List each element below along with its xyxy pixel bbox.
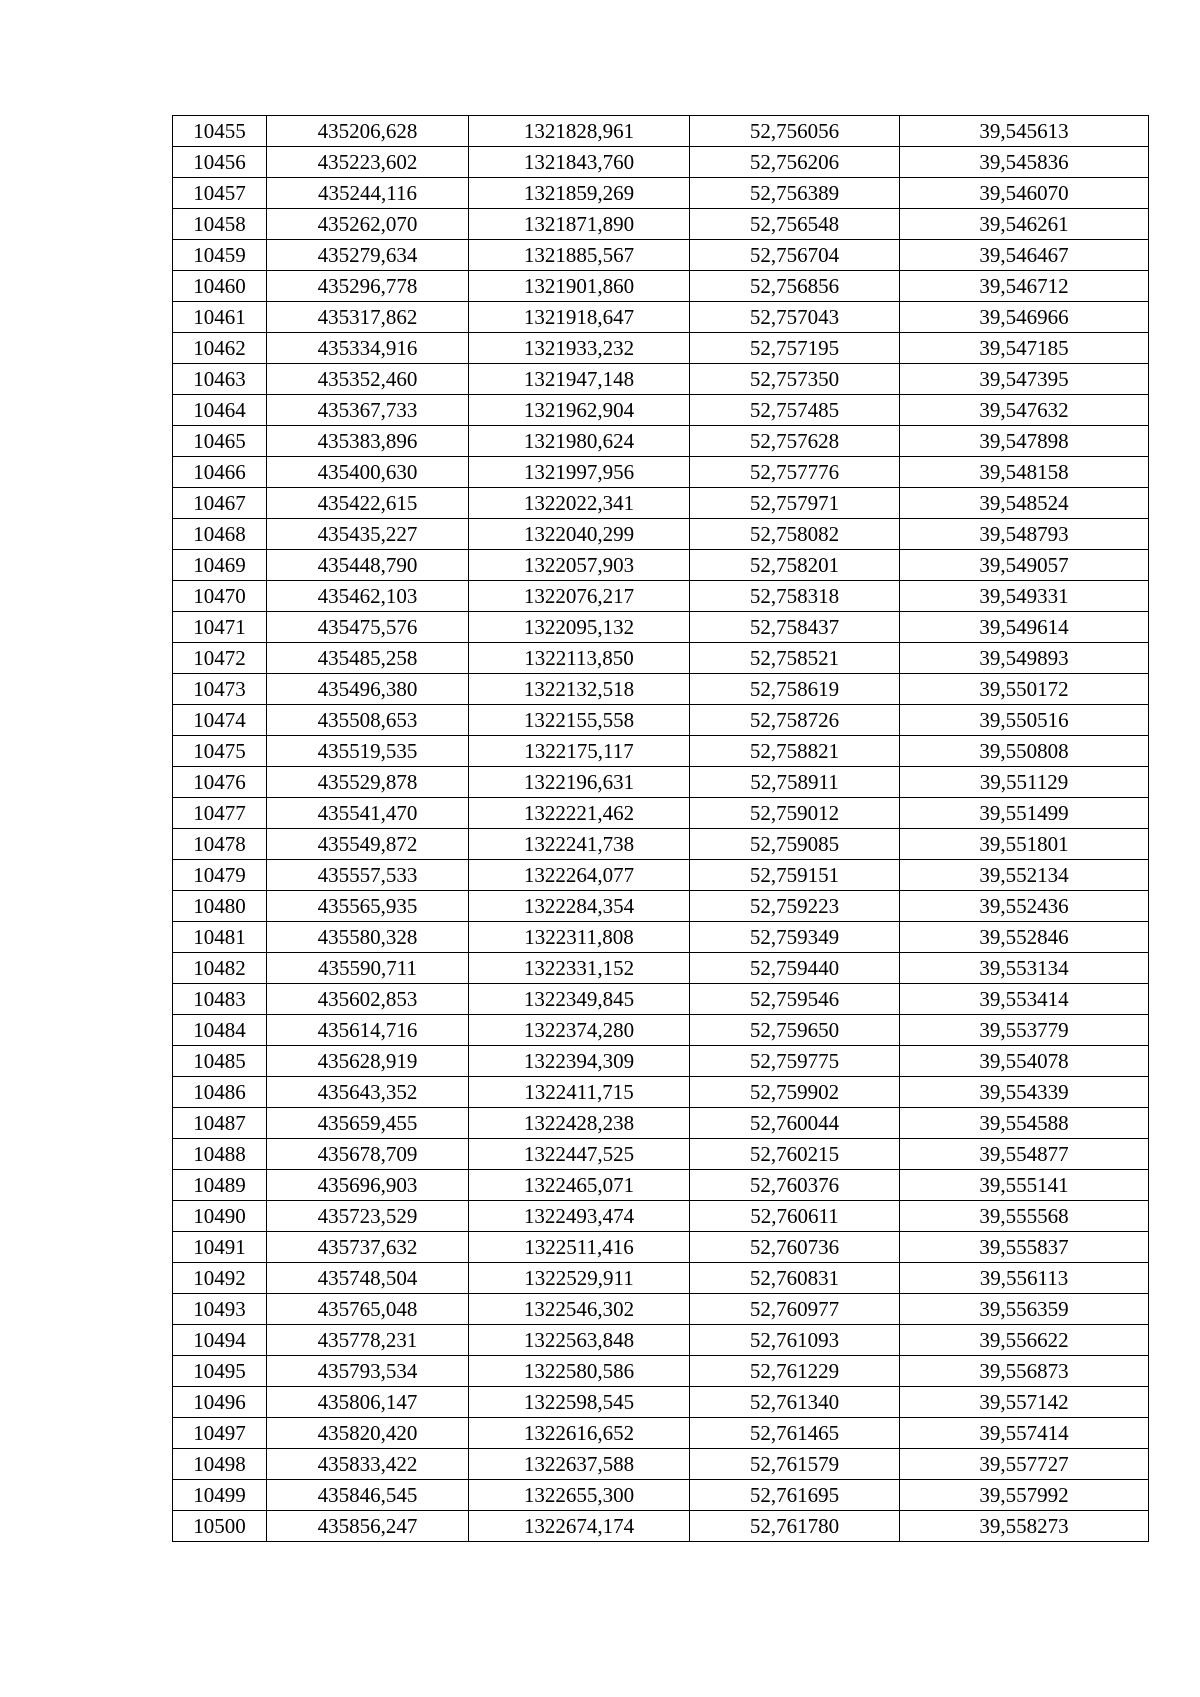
table-row — [173, 1015, 1149, 1046]
point-number-cell: 10480 — [173, 891, 267, 922]
longitude-cell: 39,556873 — [900, 1356, 1149, 1387]
latitude-cell: 52,760831 — [690, 1263, 900, 1294]
longitude-cell: 39,546261 — [900, 209, 1149, 240]
x-coordinate-cell: 435806,147 — [267, 1387, 469, 1418]
x-coordinate-cell: 435659,455 — [267, 1108, 469, 1139]
point-number-cell: 10468 — [173, 519, 267, 550]
table-row — [173, 1232, 1149, 1263]
y-coordinate-cell: 1321843,760 — [469, 147, 690, 178]
point-number-cell: 10496 — [173, 1387, 267, 1418]
table-row — [173, 705, 1149, 736]
x-coordinate-cell: 435422,615 — [267, 488, 469, 519]
point-number-cell: 10498 — [173, 1449, 267, 1480]
longitude-cell: 39,550172 — [900, 674, 1149, 705]
latitude-cell: 52,759012 — [690, 798, 900, 829]
latitude-cell: 52,761340 — [690, 1387, 900, 1418]
latitude-cell: 52,760215 — [690, 1139, 900, 1170]
x-coordinate-cell: 435590,711 — [267, 953, 469, 984]
table-row — [173, 519, 1149, 550]
longitude-cell: 39,551499 — [900, 798, 1149, 829]
latitude-cell: 52,759650 — [690, 1015, 900, 1046]
y-coordinate-cell: 1322349,845 — [469, 984, 690, 1015]
latitude-cell: 52,759223 — [690, 891, 900, 922]
longitude-cell: 39,557727 — [900, 1449, 1149, 1480]
y-coordinate-cell: 1322155,558 — [469, 705, 690, 736]
point-number-cell: 10474 — [173, 705, 267, 736]
longitude-cell: 39,554588 — [900, 1108, 1149, 1139]
latitude-cell: 52,758437 — [690, 612, 900, 643]
latitude-cell: 52,757776 — [690, 457, 900, 488]
table-row — [173, 1387, 1149, 1418]
table-row — [173, 364, 1149, 395]
latitude-cell: 52,759349 — [690, 922, 900, 953]
table-row — [173, 1294, 1149, 1325]
latitude-cell: 52,761229 — [690, 1356, 900, 1387]
x-coordinate-cell: 435206,628 — [267, 116, 469, 147]
point-number-cell: 10478 — [173, 829, 267, 860]
y-coordinate-cell: 1322311,808 — [469, 922, 690, 953]
longitude-cell: 39,546070 — [900, 178, 1149, 209]
table-row — [173, 736, 1149, 767]
x-coordinate-cell: 435549,872 — [267, 829, 469, 860]
x-coordinate-cell: 435846,545 — [267, 1480, 469, 1511]
x-coordinate-cell: 435262,070 — [267, 209, 469, 240]
point-number-cell: 10482 — [173, 953, 267, 984]
x-coordinate-cell: 435820,420 — [267, 1418, 469, 1449]
table-row — [173, 1077, 1149, 1108]
latitude-cell: 52,758521 — [690, 643, 900, 674]
y-coordinate-cell: 1322331,152 — [469, 953, 690, 984]
y-coordinate-cell: 1322447,525 — [469, 1139, 690, 1170]
y-coordinate-cell: 1322411,715 — [469, 1077, 690, 1108]
longitude-cell: 39,554078 — [900, 1046, 1149, 1077]
longitude-cell: 39,552436 — [900, 891, 1149, 922]
x-coordinate-cell: 435317,862 — [267, 302, 469, 333]
latitude-cell: 52,760376 — [690, 1170, 900, 1201]
y-coordinate-cell: 1322394,309 — [469, 1046, 690, 1077]
longitude-cell: 39,545836 — [900, 147, 1149, 178]
point-number-cell: 10455 — [173, 116, 267, 147]
y-coordinate-cell: 1322563,848 — [469, 1325, 690, 1356]
point-number-cell: 10486 — [173, 1077, 267, 1108]
latitude-cell: 52,759902 — [690, 1077, 900, 1108]
latitude-cell: 52,756704 — [690, 240, 900, 271]
longitude-cell: 39,550808 — [900, 736, 1149, 767]
point-number-cell: 10465 — [173, 426, 267, 457]
point-number-cell: 10483 — [173, 984, 267, 1015]
latitude-cell: 52,756548 — [690, 209, 900, 240]
latitude-cell: 52,756856 — [690, 271, 900, 302]
point-number-cell: 10492 — [173, 1263, 267, 1294]
longitude-cell: 39,550516 — [900, 705, 1149, 736]
longitude-cell: 39,549893 — [900, 643, 1149, 674]
table-row — [173, 860, 1149, 891]
y-coordinate-cell: 1322637,588 — [469, 1449, 690, 1480]
point-number-cell: 10490 — [173, 1201, 267, 1232]
x-coordinate-cell: 435475,576 — [267, 612, 469, 643]
y-coordinate-cell: 1322076,217 — [469, 581, 690, 612]
point-number-cell: 10456 — [173, 147, 267, 178]
longitude-cell: 39,549614 — [900, 612, 1149, 643]
point-number-cell: 10499 — [173, 1480, 267, 1511]
y-coordinate-cell: 1321828,961 — [469, 116, 690, 147]
y-coordinate-cell: 1322465,071 — [469, 1170, 690, 1201]
longitude-cell: 39,552846 — [900, 922, 1149, 953]
latitude-cell: 52,761579 — [690, 1449, 900, 1480]
y-coordinate-cell: 1321918,647 — [469, 302, 690, 333]
y-coordinate-cell: 1322428,238 — [469, 1108, 690, 1139]
longitude-cell: 39,555141 — [900, 1170, 1149, 1201]
longitude-cell: 39,557414 — [900, 1418, 1149, 1449]
table-row — [173, 1046, 1149, 1077]
point-number-cell: 10466 — [173, 457, 267, 488]
latitude-cell: 52,757971 — [690, 488, 900, 519]
point-number-cell: 10469 — [173, 550, 267, 581]
point-number-cell: 10460 — [173, 271, 267, 302]
y-coordinate-cell: 1321901,860 — [469, 271, 690, 302]
x-coordinate-cell: 435508,653 — [267, 705, 469, 736]
table-row — [173, 240, 1149, 271]
y-coordinate-cell: 1322580,586 — [469, 1356, 690, 1387]
longitude-cell: 39,555568 — [900, 1201, 1149, 1232]
y-coordinate-cell: 1321885,567 — [469, 240, 690, 271]
table-row — [173, 829, 1149, 860]
x-coordinate-cell: 435223,602 — [267, 147, 469, 178]
point-number-cell: 10476 — [173, 767, 267, 798]
x-coordinate-cell: 435519,535 — [267, 736, 469, 767]
y-coordinate-cell: 1321980,624 — [469, 426, 690, 457]
x-coordinate-cell: 435541,470 — [267, 798, 469, 829]
latitude-cell: 52,759151 — [690, 860, 900, 891]
y-coordinate-cell: 1322546,302 — [469, 1294, 690, 1325]
table-row — [173, 1325, 1149, 1356]
longitude-cell: 39,551801 — [900, 829, 1149, 860]
point-number-cell: 10493 — [173, 1294, 267, 1325]
longitude-cell: 39,549057 — [900, 550, 1149, 581]
x-coordinate-cell: 435723,529 — [267, 1201, 469, 1232]
x-coordinate-cell: 435678,709 — [267, 1139, 469, 1170]
latitude-cell: 52,758619 — [690, 674, 900, 705]
point-number-cell: 10470 — [173, 581, 267, 612]
table-row — [173, 395, 1149, 426]
y-coordinate-cell: 1322264,077 — [469, 860, 690, 891]
y-coordinate-cell: 1322598,545 — [469, 1387, 690, 1418]
longitude-cell: 39,553134 — [900, 953, 1149, 984]
latitude-cell: 52,761780 — [690, 1511, 900, 1542]
point-number-cell: 10457 — [173, 178, 267, 209]
table-row — [173, 1418, 1149, 1449]
longitude-cell: 39,547898 — [900, 426, 1149, 457]
latitude-cell: 52,761465 — [690, 1418, 900, 1449]
x-coordinate-cell: 435448,790 — [267, 550, 469, 581]
coordinates-table-body — [173, 116, 1149, 1542]
longitude-cell: 39,555837 — [900, 1232, 1149, 1263]
longitude-cell: 39,558273 — [900, 1511, 1149, 1542]
point-number-cell: 10485 — [173, 1046, 267, 1077]
table-row — [173, 1170, 1149, 1201]
longitude-cell: 39,552134 — [900, 860, 1149, 891]
x-coordinate-cell: 435435,227 — [267, 519, 469, 550]
y-coordinate-cell: 1322241,738 — [469, 829, 690, 860]
point-number-cell: 10488 — [173, 1139, 267, 1170]
y-coordinate-cell: 1322493,474 — [469, 1201, 690, 1232]
x-coordinate-cell: 435580,328 — [267, 922, 469, 953]
point-number-cell: 10494 — [173, 1325, 267, 1356]
longitude-cell: 39,556359 — [900, 1294, 1149, 1325]
longitude-cell: 39,554339 — [900, 1077, 1149, 1108]
point-number-cell: 10472 — [173, 643, 267, 674]
table-row — [173, 581, 1149, 612]
y-coordinate-cell: 1322095,132 — [469, 612, 690, 643]
x-coordinate-cell: 435334,916 — [267, 333, 469, 364]
y-coordinate-cell: 1322284,354 — [469, 891, 690, 922]
latitude-cell: 52,758726 — [690, 705, 900, 736]
y-coordinate-cell: 1321962,904 — [469, 395, 690, 426]
y-coordinate-cell: 1322113,850 — [469, 643, 690, 674]
table-row — [173, 1263, 1149, 1294]
x-coordinate-cell: 435296,778 — [267, 271, 469, 302]
longitude-cell: 39,557142 — [900, 1387, 1149, 1418]
longitude-cell: 39,548793 — [900, 519, 1149, 550]
y-coordinate-cell: 1321871,890 — [469, 209, 690, 240]
x-coordinate-cell: 435279,634 — [267, 240, 469, 271]
y-coordinate-cell: 1322674,174 — [469, 1511, 690, 1542]
latitude-cell: 52,761093 — [690, 1325, 900, 1356]
latitude-cell: 52,760044 — [690, 1108, 900, 1139]
point-number-cell: 10464 — [173, 395, 267, 426]
point-number-cell: 10484 — [173, 1015, 267, 1046]
longitude-cell: 39,547185 — [900, 333, 1149, 364]
x-coordinate-cell: 435496,380 — [267, 674, 469, 705]
longitude-cell: 39,546712 — [900, 271, 1149, 302]
table-row — [173, 891, 1149, 922]
point-number-cell: 10500 — [173, 1511, 267, 1542]
y-coordinate-cell: 1321997,956 — [469, 457, 690, 488]
table-row — [173, 984, 1149, 1015]
latitude-cell: 52,758911 — [690, 767, 900, 798]
point-number-cell: 10489 — [173, 1170, 267, 1201]
x-coordinate-cell: 435462,103 — [267, 581, 469, 612]
latitude-cell: 52,759775 — [690, 1046, 900, 1077]
x-coordinate-cell: 435856,247 — [267, 1511, 469, 1542]
table-row — [173, 798, 1149, 829]
table-row — [173, 302, 1149, 333]
table-row — [173, 922, 1149, 953]
latitude-cell: 52,759546 — [690, 984, 900, 1015]
point-number-cell: 10458 — [173, 209, 267, 240]
latitude-cell: 52,757195 — [690, 333, 900, 364]
table-row — [173, 1201, 1149, 1232]
latitude-cell: 52,756206 — [690, 147, 900, 178]
latitude-cell: 52,758082 — [690, 519, 900, 550]
longitude-cell: 39,546966 — [900, 302, 1149, 333]
table-row — [173, 767, 1149, 798]
table-row — [173, 550, 1149, 581]
x-coordinate-cell: 435765,048 — [267, 1294, 469, 1325]
point-number-cell: 10495 — [173, 1356, 267, 1387]
y-coordinate-cell: 1322616,652 — [469, 1418, 690, 1449]
longitude-cell: 39,546467 — [900, 240, 1149, 271]
table-row — [173, 488, 1149, 519]
table-row — [173, 209, 1149, 240]
table-row — [173, 1356, 1149, 1387]
x-coordinate-cell: 435352,460 — [267, 364, 469, 395]
table-row — [173, 674, 1149, 705]
y-coordinate-cell: 1321933,232 — [469, 333, 690, 364]
latitude-cell: 52,757628 — [690, 426, 900, 457]
x-coordinate-cell: 435529,878 — [267, 767, 469, 798]
latitude-cell: 52,756056 — [690, 116, 900, 147]
latitude-cell: 52,756389 — [690, 178, 900, 209]
y-coordinate-cell: 1322132,518 — [469, 674, 690, 705]
x-coordinate-cell: 435602,853 — [267, 984, 469, 1015]
latitude-cell: 52,758201 — [690, 550, 900, 581]
longitude-cell: 39,554877 — [900, 1139, 1149, 1170]
point-number-cell: 10459 — [173, 240, 267, 271]
x-coordinate-cell: 435367,733 — [267, 395, 469, 426]
table-row — [173, 116, 1149, 147]
latitude-cell: 52,757350 — [690, 364, 900, 395]
table-row — [173, 147, 1149, 178]
longitude-cell: 39,557992 — [900, 1480, 1149, 1511]
longitude-cell: 39,553779 — [900, 1015, 1149, 1046]
latitude-cell: 52,757485 — [690, 395, 900, 426]
y-coordinate-cell: 1321859,269 — [469, 178, 690, 209]
longitude-cell: 39,547395 — [900, 364, 1149, 395]
longitude-cell: 39,548158 — [900, 457, 1149, 488]
table-row — [173, 457, 1149, 488]
latitude-cell: 52,757043 — [690, 302, 900, 333]
longitude-cell: 39,549331 — [900, 581, 1149, 612]
point-number-cell: 10475 — [173, 736, 267, 767]
longitude-cell: 39,545613 — [900, 116, 1149, 147]
point-number-cell: 10491 — [173, 1232, 267, 1263]
y-coordinate-cell: 1322175,117 — [469, 736, 690, 767]
point-number-cell: 10471 — [173, 612, 267, 643]
coordinates-table — [172, 115, 1149, 1542]
latitude-cell: 52,759440 — [690, 953, 900, 984]
longitude-cell: 39,556113 — [900, 1263, 1149, 1294]
longitude-cell: 39,547632 — [900, 395, 1149, 426]
x-coordinate-cell: 435643,352 — [267, 1077, 469, 1108]
point-number-cell: 10467 — [173, 488, 267, 519]
table-row — [173, 1108, 1149, 1139]
y-coordinate-cell: 1322057,903 — [469, 550, 690, 581]
table-row — [173, 1480, 1149, 1511]
x-coordinate-cell: 435628,919 — [267, 1046, 469, 1077]
x-coordinate-cell: 435383,896 — [267, 426, 469, 457]
point-number-cell: 10477 — [173, 798, 267, 829]
x-coordinate-cell: 435565,935 — [267, 891, 469, 922]
point-number-cell: 10473 — [173, 674, 267, 705]
y-coordinate-cell: 1322374,280 — [469, 1015, 690, 1046]
latitude-cell: 52,758821 — [690, 736, 900, 767]
latitude-cell: 52,760736 — [690, 1232, 900, 1263]
table-row — [173, 1449, 1149, 1480]
y-coordinate-cell: 1321947,148 — [469, 364, 690, 395]
latitude-cell: 52,758318 — [690, 581, 900, 612]
table-row — [173, 643, 1149, 674]
latitude-cell: 52,760977 — [690, 1294, 900, 1325]
x-coordinate-cell: 435614,716 — [267, 1015, 469, 1046]
point-number-cell: 10461 — [173, 302, 267, 333]
y-coordinate-cell: 1322655,300 — [469, 1480, 690, 1511]
table-row — [173, 426, 1149, 457]
x-coordinate-cell: 435833,422 — [267, 1449, 469, 1480]
x-coordinate-cell: 435400,630 — [267, 457, 469, 488]
latitude-cell: 52,761695 — [690, 1480, 900, 1511]
x-coordinate-cell: 435793,534 — [267, 1356, 469, 1387]
x-coordinate-cell: 435737,632 — [267, 1232, 469, 1263]
table-row — [173, 1511, 1149, 1542]
longitude-cell: 39,553414 — [900, 984, 1149, 1015]
longitude-cell: 39,548524 — [900, 488, 1149, 519]
table-row — [173, 333, 1149, 364]
y-coordinate-cell: 1322221,462 — [469, 798, 690, 829]
point-number-cell: 10497 — [173, 1418, 267, 1449]
y-coordinate-cell: 1322040,299 — [469, 519, 690, 550]
table-row — [173, 271, 1149, 302]
point-number-cell: 10481 — [173, 922, 267, 953]
table-row — [173, 953, 1149, 984]
point-number-cell: 10463 — [173, 364, 267, 395]
x-coordinate-cell: 435696,903 — [267, 1170, 469, 1201]
table-row — [173, 612, 1149, 643]
x-coordinate-cell: 435778,231 — [267, 1325, 469, 1356]
point-number-cell: 10487 — [173, 1108, 267, 1139]
point-number-cell: 10479 — [173, 860, 267, 891]
y-coordinate-cell: 1322196,631 — [469, 767, 690, 798]
x-coordinate-cell: 435557,533 — [267, 860, 469, 891]
y-coordinate-cell: 1322529,911 — [469, 1263, 690, 1294]
x-coordinate-cell: 435748,504 — [267, 1263, 469, 1294]
longitude-cell: 39,551129 — [900, 767, 1149, 798]
latitude-cell: 52,760611 — [690, 1201, 900, 1232]
y-coordinate-cell: 1322022,341 — [469, 488, 690, 519]
y-coordinate-cell: 1322511,416 — [469, 1232, 690, 1263]
point-number-cell: 10462 — [173, 333, 267, 364]
latitude-cell: 52,759085 — [690, 829, 900, 860]
table-row — [173, 178, 1149, 209]
x-coordinate-cell: 435244,116 — [267, 178, 469, 209]
x-coordinate-cell: 435485,258 — [267, 643, 469, 674]
longitude-cell: 39,556622 — [900, 1325, 1149, 1356]
table-row — [173, 1139, 1149, 1170]
